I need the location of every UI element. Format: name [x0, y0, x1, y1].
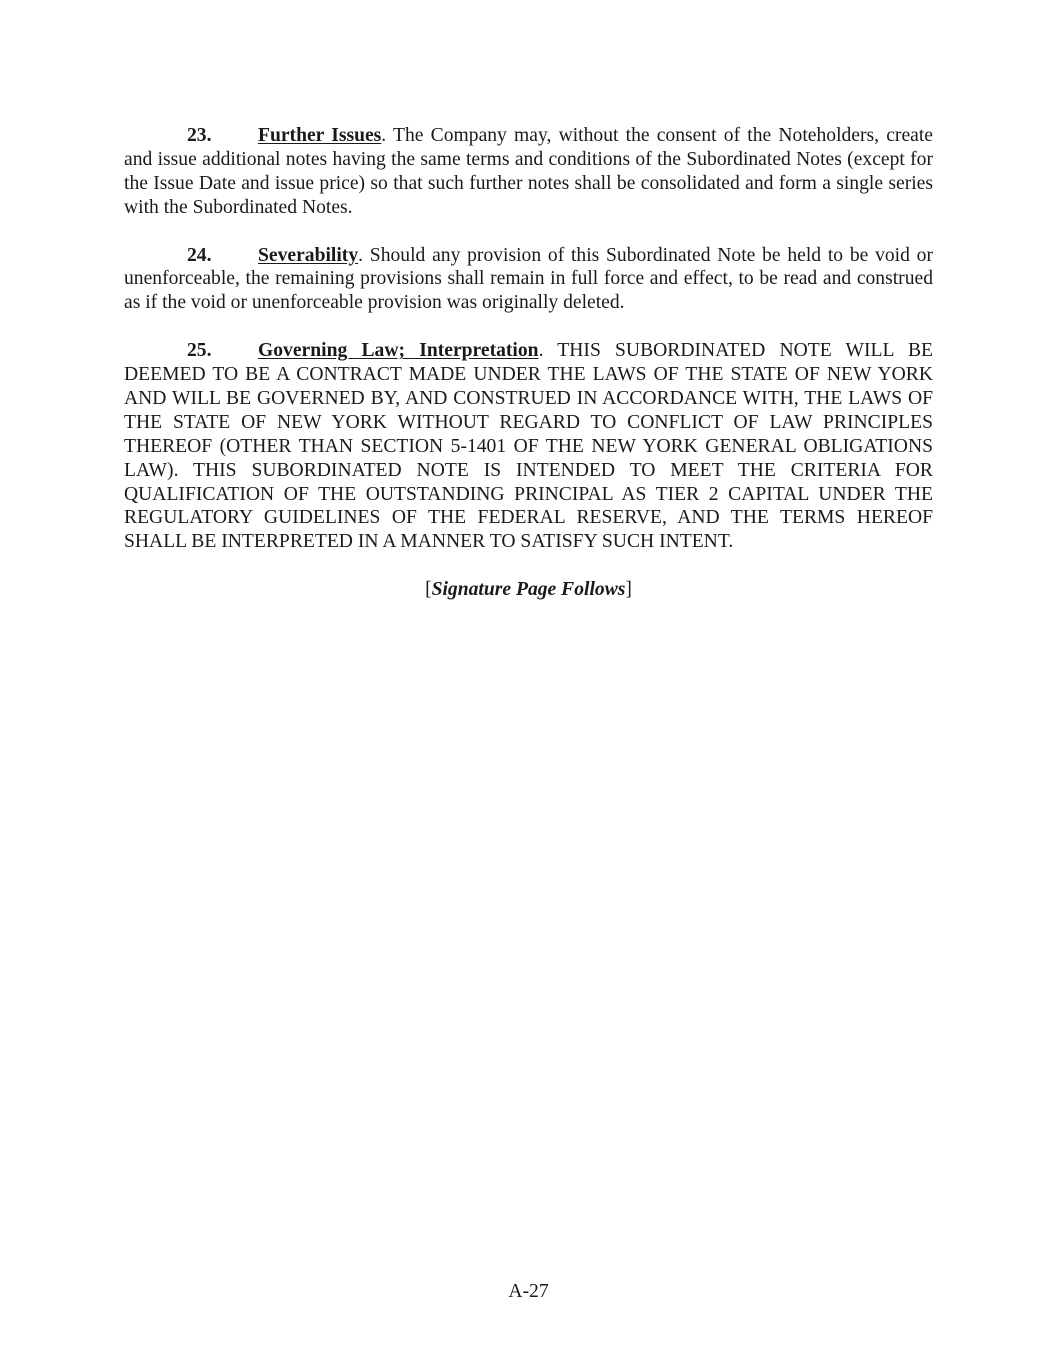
section-body: . The Company may, without the consent of the Noteholders, create and issue additional notes having the same terms and conditions of the Subordinated Notes (except for the Issue Date and issue price) so that such further notes shall be consolidated and form a single series with the Subordinated Notes. [124, 125, 933, 218]
section-body: . Should any provision of this Subordinated Note be held to be void or unenforceable, the remaining provisions shall remain in full force and effect, to be read and construed as if the void or unenforceable provision was originally deleted. [124, 244, 933, 314]
section-number: 23. [187, 125, 212, 146]
open-bracket: [ [425, 579, 432, 601]
section-24 [124, 244, 933, 316]
section-heading: Severability [258, 244, 359, 266]
page-number: A-27 [508, 1281, 549, 1302]
section-heading: Further Issues [258, 125, 382, 146]
section-23 [124, 124, 933, 220]
document-page [124, 124, 933, 622]
section-body: . THIS SUBORDINATED NOTE WILL BE DEEMED TO BE A CONTRACT MADE UNDER THE LAWS OF THE STATE OF NEW YORK AND WILL BE GOVERNED BY, AND CONSTRUED IN ACCORDANCE WITH, THE LAWS OF THE STATE OF NEW YORK WITHOUT REGARD TO CONFLICT OF LAW PRINCIPLES THEREOF (OTHER THAN SECTION 5-1401 OF THE NEW YORK GENERAL OBLIGATIONS LAW). THIS SUBORDINATED NOTE IS INTENDED TO MEET THE CRITERIA FOR QUALIFICATION OF THE OUTSTANDING PRINCIPAL AS TIER 2 CAPITAL UNDER THE REGULATORY GUIDELINES OF THE FEDERAL RESERVE, AND THE TERMS HEREOF SHALL BE INTERPRETED IN A MANNER TO SATISFY SUCH INTENT. [124, 340, 933, 553]
signature-note-text: Signature Page Follows [431, 579, 626, 601]
section-heading: Governing Law; Interpretation [258, 340, 539, 362]
section-number: 24. [187, 244, 212, 266]
section-25 [124, 339, 933, 554]
section-number: 25. [187, 340, 212, 362]
close-bracket: ] [625, 579, 632, 601]
signature-page-note [124, 578, 933, 602]
